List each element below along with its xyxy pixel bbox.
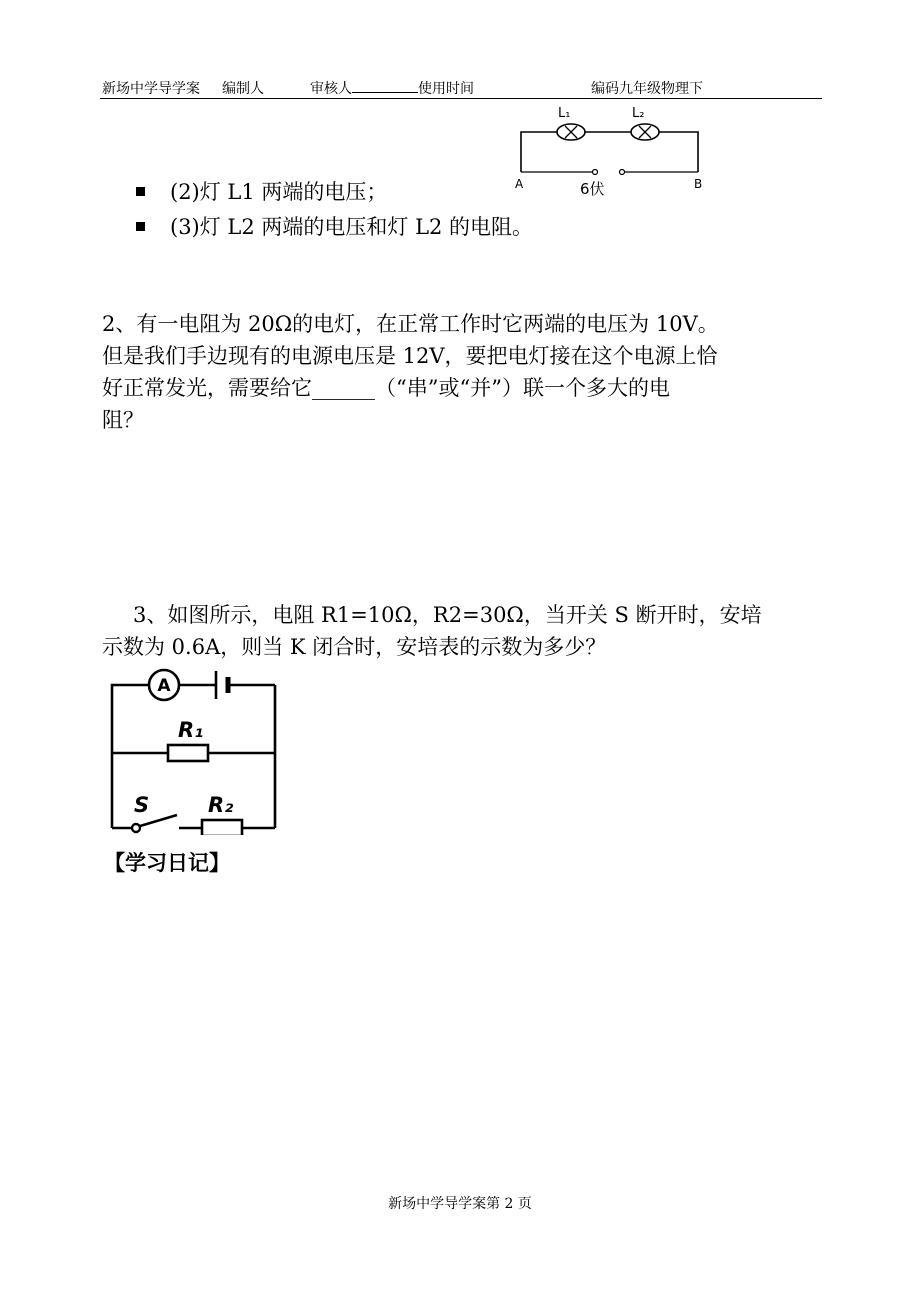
header-editor: 编制人 [222, 81, 264, 97]
ammeter-label: A [157, 676, 171, 696]
r1-resistor-icon [168, 745, 208, 761]
q1-item-2: (2)灯 L1 两端的电压； [170, 180, 388, 204]
switch-label: S [134, 793, 150, 817]
r2-resistor-icon [202, 820, 242, 835]
terminal-a-label: A [515, 177, 524, 191]
lamp-l1-icon [557, 124, 585, 140]
r2-label: R₂ [208, 793, 234, 817]
q2-line-3-pre: 好正常发光，需要给它 [102, 376, 312, 400]
r1-label: R₁ [178, 718, 204, 742]
ammeter-icon [149, 670, 179, 700]
header-school-plan: 新场中学导学案 [102, 81, 200, 97]
q2-line-4: 阻？ [102, 408, 144, 432]
q2-answer-blank: ______ [312, 376, 375, 400]
lamp-l1-label: L₁ [558, 106, 571, 121]
header-code: 编码九年级物理下 [591, 81, 703, 97]
q3-line-1: 3、如图所示，电阻 R1=10Ω，R2=30Ω，当开关 S 断开时，安培 [133, 603, 762, 627]
header-use-time: 使用时间 [418, 81, 474, 97]
bullet-icon [136, 222, 145, 231]
q1-item-3: (3)灯 L2 两端的电压和灯 L2 的电阻。 [170, 215, 534, 239]
bullet-icon [136, 187, 145, 196]
page-footer: 新场中学导学案第 2 页 [388, 1196, 532, 1212]
header-reviewer: 审核人 [310, 81, 352, 97]
terminal-b-dot [620, 170, 625, 175]
lamp-l2-label: L₂ [632, 106, 645, 121]
top-wire [521, 132, 698, 172]
header-reviewer-group [310, 78, 474, 98]
battery-icon [216, 671, 228, 699]
study-diary-title: 【学习日记】 [104, 851, 230, 875]
q2-line-3-post: （“串”或“并”）联一个多大的电 [375, 376, 670, 400]
terminal-b-label: B [694, 177, 703, 191]
terminal-a-dot [593, 170, 598, 175]
reviewer-blank [352, 78, 418, 93]
circuit-diagram-resistors [104, 660, 284, 835]
switch-icon [132, 815, 177, 832]
header-rule [100, 98, 822, 99]
q3-line-2: 示数为 0.6A，则当 K 闭合时，安培表的示数为多少？ [102, 635, 607, 659]
circuit-diagram-lamps [508, 100, 713, 200]
q2-line-3 [102, 372, 670, 404]
q2-line-2: 但是我们手边现有的电源电压是 12V，要把电灯接在这个电源上恰 [102, 344, 718, 368]
voltage-label: 6伏 [580, 180, 605, 198]
lamp-l2-icon [631, 124, 659, 140]
q2-line-1: 2、有一电阻为 20Ω的电灯，在正常工作时它两端的电压为 10V。 [102, 312, 719, 336]
